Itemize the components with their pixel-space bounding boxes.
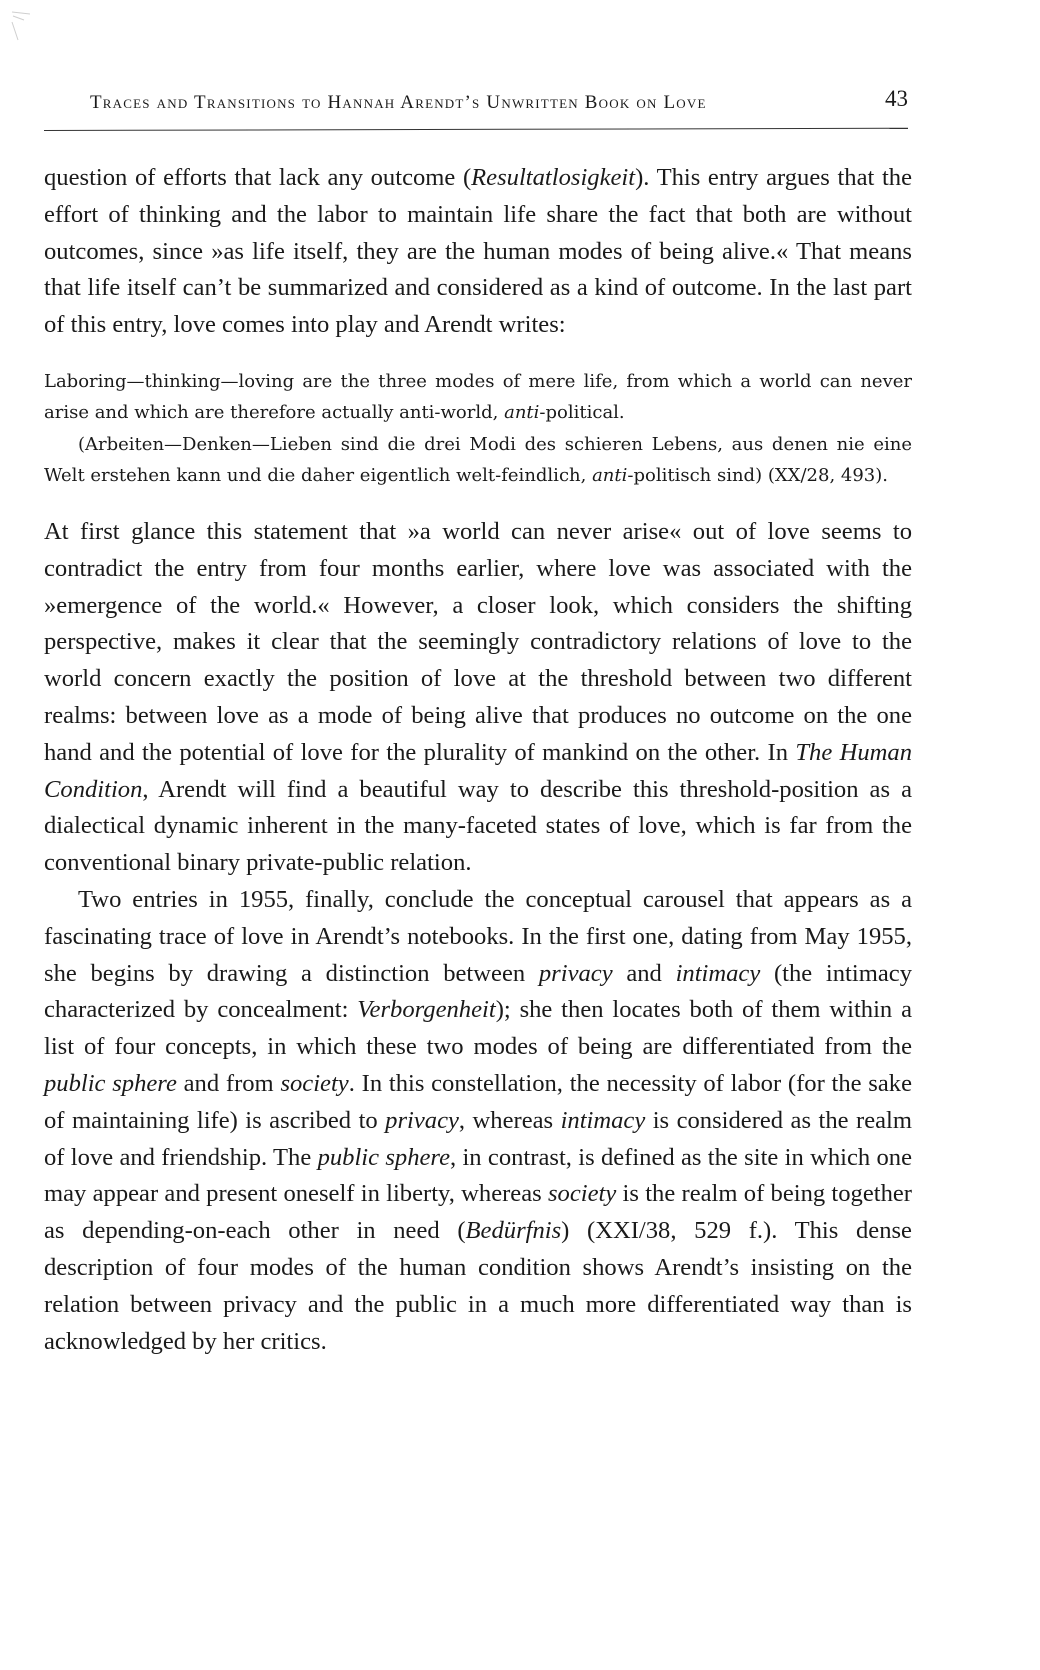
- running-head: Traces and Transitions to Hannah Arendt’s Unwritten Book on Love: [90, 92, 707, 113]
- block-quote: [44, 366, 912, 492]
- scan-artifact-mark: [10, 10, 38, 50]
- header-rule: [44, 128, 908, 131]
- page-header: [44, 86, 908, 132]
- paragraph-1: question of efforts that lack any outcome (Resultatlosigkeit). This entry argues that the effort of thinking and the labor to maintain life share the fact that both are without outcomes, since »as life itself, they are the human modes of being alive.« That means that life itself can’t be summarized and considered as a kind of outcome. In the last part of this entry, love comes into play and Arendt writes:: [44, 164, 912, 339]
- paragraph-2: At first glance this statement that »a world can never arise« out of love seems to contradict the entry from four months earlier, where love was associated with the »emergence of the world.« However, a closer look, which considers the shifting perspective, makes it clear that the seemingly contradictory relations of love to the world concern exactly the position of love at the threshold between two different realms: between love as a mode of being alive that produces no outcome on the one hand and the potential of love for the plurality of mankind on the other. In The Human Condition, Arendt will find a beautiful way to describe this threshold-position as a dialectical dynamic inherent in the many-faceted states of love, which is far from the conventional binary private-public relation.: [44, 517, 912, 877]
- page-number: 43: [885, 86, 908, 111]
- paragraph-3: Two entries in 1955, finally, conclude the conceptual carousel that appears as a fascinating trace of love in Arendt’s notebooks. In the first one, dating from May 1955, she begins by drawing a distinction between privacy and intimacy (the intimacy characterized by concealment: Verborgenheit); she then locates both of them within a list of four concepts, in which these two modes of being are differentiated from the public sphere and from society. In this constellation, the necessity of labor (for the sake of maintaining life) is ascribed to privacy, whereas intimacy is considered as the realm of love and friendship. The public sphere, in contrast, is defined as the site in which one may appear and present oneself in liberty, whereas society is the realm of being together as depending-on-each other in need (Bedürfnis) (XXI/38, 529 f.). This dense description of four modes of the human condition shows Arendt’s insisting on the relation between privacy and the public in a much more differentiated way than is acknowledged by her critics.: [44, 885, 912, 1355]
- quote-german: (Arbeiten—Denken—Lieben sind die drei Modi des schieren Lebens, aus denen nie eine Welt erstehen kann und die daher eigentlich welt-feindlich, anti-politisch sind) (XX/28, 493).: [44, 433, 912, 487]
- quote-english: Laboring—thinking—loving are the three modes of mere life, from which a world can never arise and which are therefore actually anti-world, anti-political.: [44, 370, 912, 424]
- main-text: [44, 160, 912, 1360]
